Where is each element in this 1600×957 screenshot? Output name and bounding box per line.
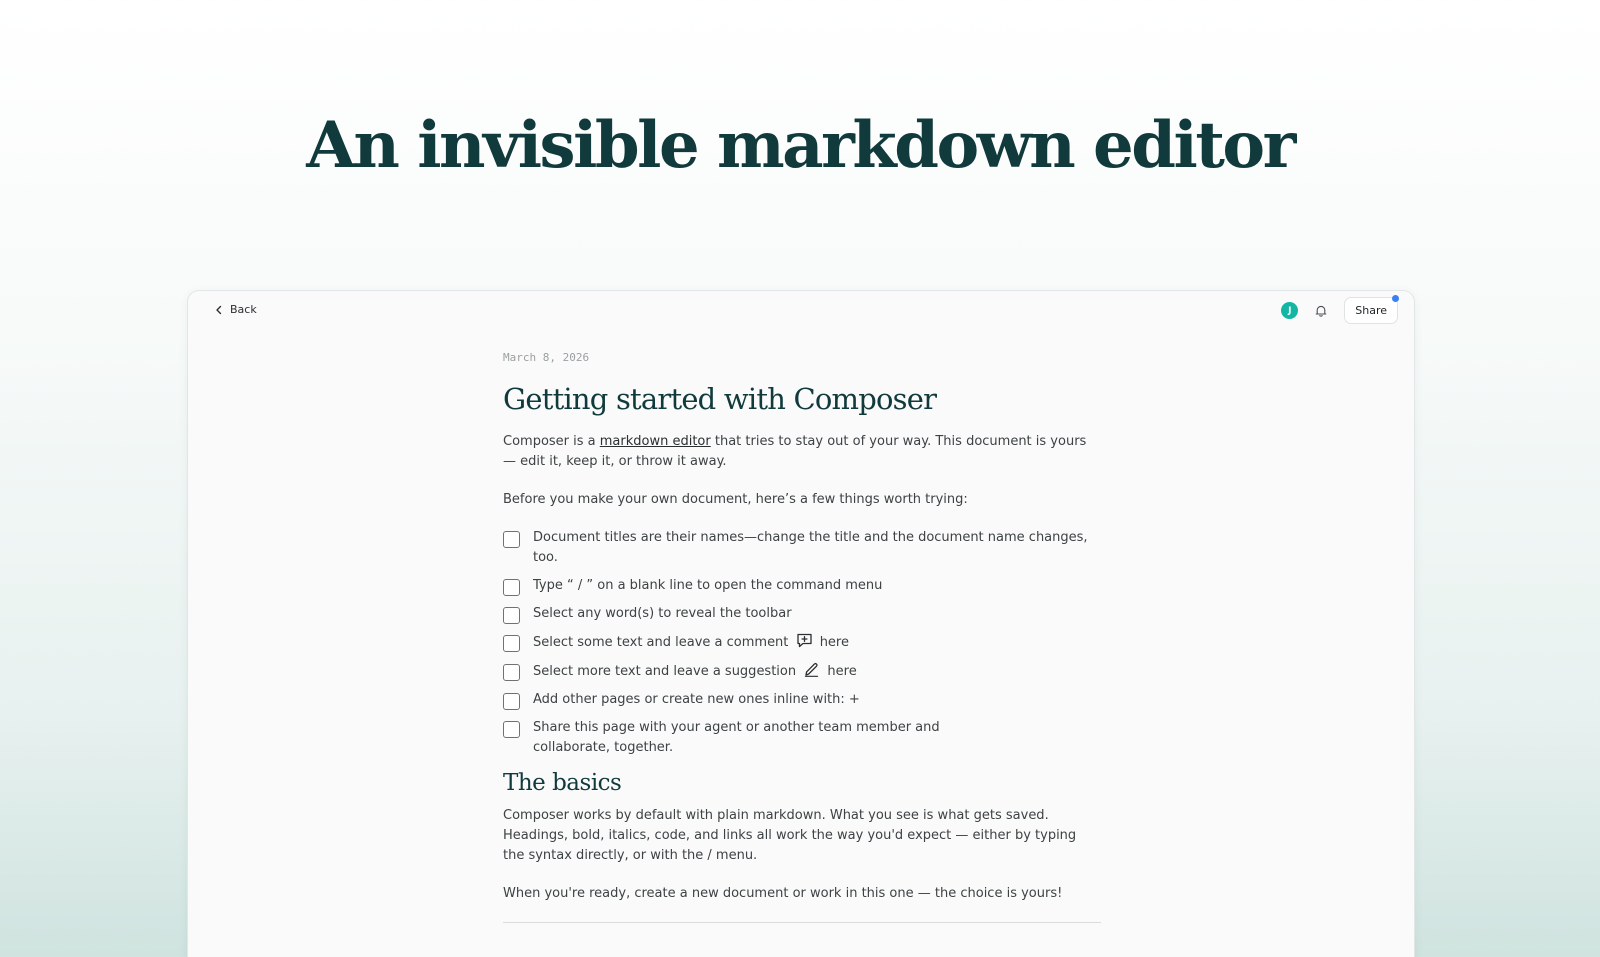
task-text[interactable]: Add other pages or create new ones inline with: + <box>533 692 860 707</box>
list-item <box>503 690 1101 710</box>
list-item <box>503 718 1101 758</box>
back-button[interactable] <box>214 303 257 316</box>
task-list <box>503 528 1101 758</box>
task-text[interactable]: Document titles are their names—change the title and the document name changes, too. <box>533 530 1088 565</box>
divider <box>503 922 1101 923</box>
share-label: Share <box>1355 304 1387 317</box>
task-text: Select some text and leave a comment <box>533 635 789 650</box>
list-item <box>503 604 1101 624</box>
avatar[interactable]: J <box>1281 302 1298 319</box>
task-checkbox[interactable] <box>503 579 520 596</box>
task-text: Select more text and leave a suggestion <box>533 664 797 679</box>
list-item <box>503 528 1101 568</box>
intro-before: Composer is a <box>503 434 600 449</box>
task-text[interactable]: Select any word(s) to reveal the toolbar <box>533 606 792 621</box>
list-item <box>503 576 1101 596</box>
task-checkbox[interactable] <box>503 635 520 652</box>
notification-dot <box>1392 295 1399 302</box>
back-label: Back <box>230 303 257 316</box>
list-item <box>503 661 1101 682</box>
task-text[interactable]: Share this page with your agent or another team member and collaborate, together. <box>533 720 940 755</box>
document-title[interactable]: Getting started with Composer <box>503 382 937 416</box>
share-button[interactable] <box>1344 297 1398 324</box>
lead-paragraph[interactable]: Before you make your own document, here’s a few things worth trying: <box>503 492 968 507</box>
document-body <box>503 351 1101 923</box>
document-date: March 8, 2026 <box>503 351 590 364</box>
bell-icon[interactable] <box>1314 304 1328 318</box>
intro-paragraph[interactable] <box>503 432 1101 472</box>
header-actions <box>1281 297 1398 324</box>
comment-here-label: here <box>819 635 849 650</box>
list-item <box>503 632 1101 653</box>
task-checkbox[interactable] <box>503 721 520 738</box>
section-heading-basics[interactable]: The basics <box>503 770 622 796</box>
task-checkbox[interactable] <box>503 531 520 548</box>
intro-after: that tries to stay out of your way. This document is yours — edit it, keep it, or throw it away. <box>503 434 1087 469</box>
chevron-left-icon <box>214 305 224 315</box>
ready-paragraph[interactable]: When you're ready, create a new document or work in this one — the choice is yours! <box>503 886 1063 901</box>
task-text[interactable]: Type “ / ” on a blank line to open the command menu <box>533 578 883 593</box>
task-checkbox[interactable] <box>503 607 520 624</box>
task-checkbox[interactable] <box>503 664 520 681</box>
pencil-icon[interactable] <box>803 661 820 678</box>
comment-plus-icon[interactable] <box>796 632 813 649</box>
task-checkbox[interactable] <box>503 693 520 710</box>
markdown-editor-link[interactable]: markdown editor <box>599 434 711 449</box>
editor-window <box>187 290 1415 957</box>
basics-paragraph[interactable]: Composer works by default with plain markdown. What you see is what gets saved. Headings, bold, italics, code, and links all work the way you'd expect — either by typing the syntax directly, or with the / menu. <box>503 808 1077 863</box>
task-text-suggestion[interactable] <box>533 661 857 682</box>
suggestion-here-label: here <box>827 664 857 679</box>
task-text-comment[interactable] <box>533 632 849 653</box>
hero-title: An invisible markdown editor <box>306 108 1294 183</box>
